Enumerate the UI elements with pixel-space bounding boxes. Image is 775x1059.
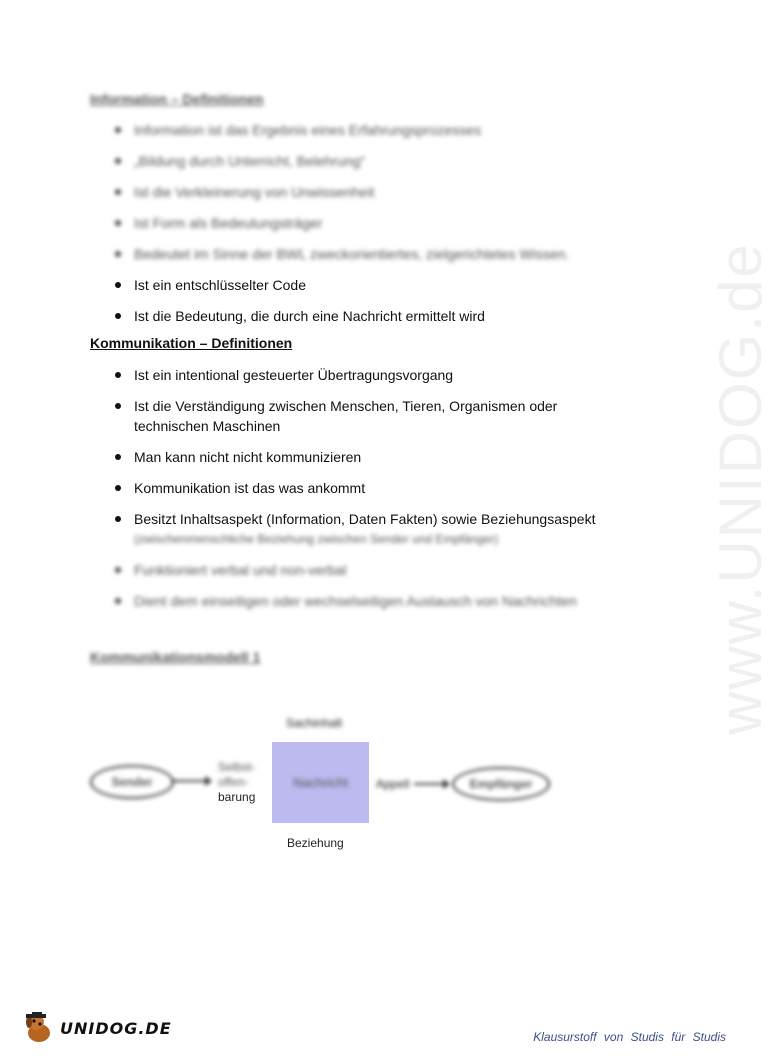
information-list — [112, 120, 672, 326]
dog-mascot-icon — [22, 1012, 56, 1044]
receiver-node — [452, 767, 550, 801]
arrow-sender-to-message — [172, 780, 210, 782]
label-appell: Appell — [376, 777, 410, 791]
section-heading-information: Information – Definitionen — [90, 91, 264, 107]
sender-label: Sender — [111, 775, 153, 789]
label-beziehung: Beziehung — [287, 836, 344, 850]
kommunikation-list — [112, 365, 632, 611]
list-item: „Bildung durch Unterricht, Belehrung“ — [112, 151, 672, 171]
section-heading-modell: Kommunikationsmodell 1 — [90, 649, 261, 665]
self-revelation-line3: barung — [218, 790, 256, 804]
message-label: Nachricht — [293, 775, 348, 790]
list-item: Information ist das Ergebnis eines Erfahrungsprozesses — [112, 120, 672, 140]
label-selbstoffenbarung — [218, 760, 255, 805]
list-item-subtext: (zwischenmenschliche Beziehung zwischen Sender und Empfänger) — [134, 532, 499, 546]
footer-tagline: Klausurstoff von Studis für Studis — [533, 1030, 726, 1044]
list-item: Ist Form als Bedeutungsträger — [112, 213, 672, 233]
list-item: Ist die Verkleinerung von Unwissenheit — [112, 182, 672, 202]
message-box — [272, 742, 369, 823]
list-item: Funktioniert verbal und non-verbal — [112, 560, 632, 580]
list-item: Ist ein entschlüsselter Code — [112, 275, 672, 295]
receiver-label: Empfänger — [469, 777, 533, 791]
footer-brand: UNIDOG.DE — [60, 1018, 172, 1038]
sender-node — [90, 765, 174, 799]
arrow-message-to-receiver — [414, 783, 448, 785]
self-revelation-line1: Selbst- — [218, 760, 256, 774]
list-item-text: Besitzt Inhaltsaspekt (Information, Daten Fakten) sowie Beziehungsaspekt — [134, 511, 596, 527]
label-sachinhalt: Sachinhalt — [286, 716, 343, 730]
list-item: Bedeutet im Sinne der BWL zweckorientiertes, zielgerichtetes Wissen. — [112, 244, 672, 264]
list-item: Dient dem einseitigen oder wechselseitigen Austausch von Nachrichten — [112, 591, 632, 611]
footer-logo — [22, 1012, 172, 1044]
list-item: Ist ein intentional gesteuerter Übertragungsvorgang — [112, 365, 632, 385]
list-item: Man kann nicht nicht kommunizieren — [112, 447, 632, 467]
list-item: Ist die Verständigung zwischen Menschen, Tieren, Organismen oder technischen Maschinen — [112, 396, 632, 436]
list-item: Ist die Bedeutung, die durch eine Nachricht ermittelt wird — [112, 306, 672, 326]
list-item: Kommunikation ist das was ankommt — [112, 478, 632, 498]
list-item — [112, 509, 632, 549]
self-revelation-line2: offen- — [218, 775, 249, 789]
watermark: www.UNIDOG.de — [707, 242, 774, 735]
section-heading-kommunikation: Kommunikation – Definitionen — [90, 335, 293, 351]
